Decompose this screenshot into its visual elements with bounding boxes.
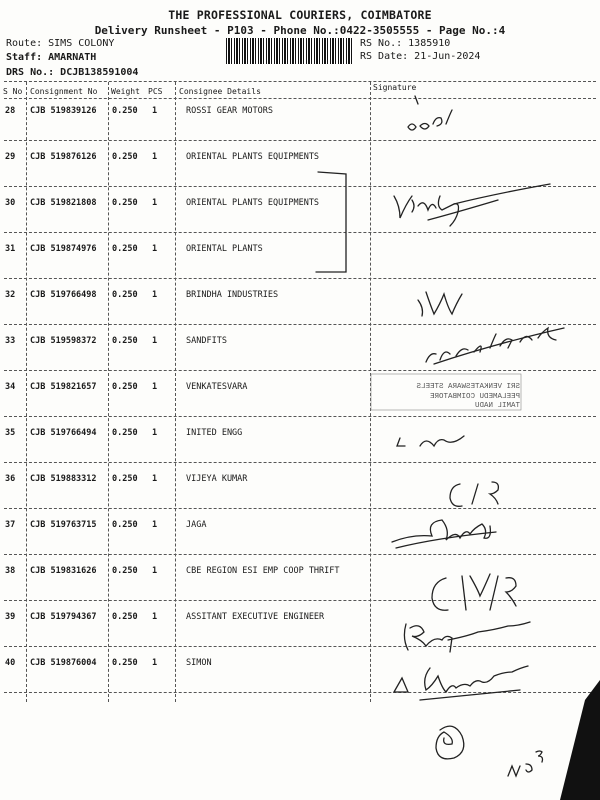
row-sno: 37 bbox=[5, 520, 16, 530]
col-header-weight: Weight bbox=[111, 87, 140, 96]
document-title: THE PROFESSIONAL COURIERS, COIMBATORE bbox=[168, 8, 432, 22]
row-consignee: ROSSI GEAR MOTORS bbox=[186, 106, 273, 116]
row-weight: 0.250 bbox=[112, 382, 138, 392]
signature-36-scribble bbox=[450, 482, 498, 506]
runsheet-subtitle: Delivery Runsheet - P103 - Phone No.:0422-3505555 - Page No.:4 bbox=[94, 24, 506, 37]
row-pcs: 1 bbox=[152, 382, 158, 392]
route-label: Route: SIMS COLONY bbox=[6, 38, 115, 49]
signature-33-date-scribble bbox=[426, 328, 564, 364]
row-pcs: 1 bbox=[152, 428, 158, 438]
row-sno: 32 bbox=[5, 290, 16, 300]
row-consignee: VIJEYA KUMAR bbox=[186, 474, 248, 484]
col-header-pcs: PCS bbox=[148, 87, 163, 96]
row-consignee: SIMON bbox=[186, 658, 212, 668]
signature-38-scribble bbox=[432, 574, 516, 610]
row-consignment-no: CJB 519839126 bbox=[30, 106, 97, 116]
scan-edge-shadow bbox=[560, 680, 600, 800]
row-consignee: ORIENTAL PLANTS EQUIPMENTS bbox=[186, 152, 320, 162]
signature-32-scribble bbox=[418, 292, 462, 316]
row-sno: 31 bbox=[5, 244, 16, 254]
row-weight: 0.250 bbox=[112, 244, 138, 254]
row-sno: 40 bbox=[5, 658, 16, 668]
row-consignment-no: CJB 519821657 bbox=[30, 382, 97, 392]
row-pcs: 1 bbox=[152, 152, 158, 162]
company-stamp-mirrored bbox=[371, 374, 521, 410]
row-pcs: 1 bbox=[152, 244, 158, 254]
row-consignee: ORIENTAL PLANTS EQUIPMENTS bbox=[186, 198, 320, 208]
row-sno: 33 bbox=[5, 336, 16, 346]
row-consignment-no: CJB 519876004 bbox=[30, 658, 97, 668]
row-weight: 0.250 bbox=[112, 336, 138, 346]
signature-37-scribble bbox=[392, 520, 496, 548]
drs-number: DRS No.: DCJB138591004 bbox=[6, 67, 139, 78]
row-sno: 29 bbox=[5, 152, 16, 162]
row-sno: 30 bbox=[5, 198, 16, 208]
signature-28-scribble bbox=[408, 96, 452, 130]
row-consignment-no: CJB 519766498 bbox=[30, 290, 97, 300]
signature-29-30-scribble bbox=[394, 184, 550, 226]
row-pcs: 1 bbox=[152, 290, 158, 300]
svg-text:PEELAMEDU COIMBATORE: PEELAMEDU COIMBATORE bbox=[429, 393, 520, 401]
col-header-consignment: Consignment No bbox=[30, 87, 98, 96]
row-consignment-no: CJB 519763715 bbox=[30, 520, 97, 530]
row-pcs: 1 bbox=[152, 198, 158, 208]
row-weight: 0.250 bbox=[112, 566, 138, 576]
svg-text:TAMIL NADU: TAMIL NADU bbox=[474, 402, 520, 410]
row-consignee: ORIENTAL PLANTS bbox=[186, 244, 263, 254]
signature-bracket bbox=[316, 172, 346, 272]
page-number-circle-mark bbox=[436, 726, 464, 759]
row-sno: 39 bbox=[5, 612, 16, 622]
row-consignee: ASSITANT EXECUTIVE ENGINEER bbox=[186, 612, 325, 622]
row-sno: 34 bbox=[5, 382, 16, 392]
rs-number: RS No.: 1385910 bbox=[360, 38, 451, 49]
col-header-signature: Signature bbox=[373, 83, 417, 92]
row-weight: 0.250 bbox=[112, 658, 138, 668]
row-consignee: INITED ENGG bbox=[186, 428, 243, 438]
row-pcs: 1 bbox=[152, 658, 158, 668]
row-consignee: SANDFITS bbox=[186, 336, 227, 346]
row-consignment-no: CJB 519874976 bbox=[30, 244, 97, 254]
rs-date: RS Date: 21-Jun-2024 bbox=[360, 51, 481, 62]
row-consignment-no: CJB 519831626 bbox=[30, 566, 97, 576]
row-consignment-no: CJB 519876126 bbox=[30, 152, 97, 162]
svg-text:SRI VENKATESWARA STEELS: SRI VENKATESWARA STEELS bbox=[416, 383, 520, 391]
row-consignment-no: CJB 519821808 bbox=[30, 198, 97, 208]
row-pcs: 1 bbox=[152, 106, 158, 116]
row-pcs: 1 bbox=[152, 336, 158, 346]
row-weight: 0.250 bbox=[112, 198, 138, 208]
row-consignment-no: CJB 519598372 bbox=[30, 336, 97, 346]
row-sno: 38 bbox=[5, 566, 16, 576]
col-header-sno: S No bbox=[3, 87, 23, 96]
signature-35-scribble bbox=[397, 436, 464, 446]
signature-39-scribble bbox=[404, 622, 530, 652]
row-pcs: 1 bbox=[152, 612, 158, 622]
staff-label: Staff: AMARNATH bbox=[6, 52, 97, 63]
row-weight: 0.250 bbox=[112, 428, 138, 438]
row-weight: 0.250 bbox=[112, 152, 138, 162]
row-weight: 0.250 bbox=[112, 612, 138, 622]
row-consignment-no: CJB 519794367 bbox=[30, 612, 97, 622]
row-consignee: CBE REGION ESI EMP COOP THRIFT bbox=[186, 566, 340, 576]
row-sno: 28 bbox=[5, 106, 16, 116]
signature-40-scribble bbox=[394, 666, 528, 700]
row-sno: 36 bbox=[5, 474, 16, 484]
row-pcs: 1 bbox=[152, 566, 158, 576]
row-sno: 35 bbox=[5, 428, 16, 438]
row-weight: 0.250 bbox=[112, 474, 138, 484]
row-weight: 0.250 bbox=[112, 520, 138, 530]
row-consignee: JAGA bbox=[186, 520, 207, 530]
row-pcs: 1 bbox=[152, 520, 158, 530]
col-header-consignee: Consignee Details bbox=[179, 87, 261, 96]
row-consignment-no: CJB 519883312 bbox=[30, 474, 97, 484]
row-weight: 0.250 bbox=[112, 106, 138, 116]
row-pcs: 1 bbox=[152, 474, 158, 484]
row-consignee: VENKATESVARA bbox=[186, 382, 248, 392]
row-consignment-no: CJB 519766494 bbox=[30, 428, 97, 438]
corner-initials-mark bbox=[508, 751, 543, 776]
row-weight: 0.250 bbox=[112, 290, 138, 300]
row-consignee: BRINDHA INDUSTRIES bbox=[186, 290, 279, 300]
